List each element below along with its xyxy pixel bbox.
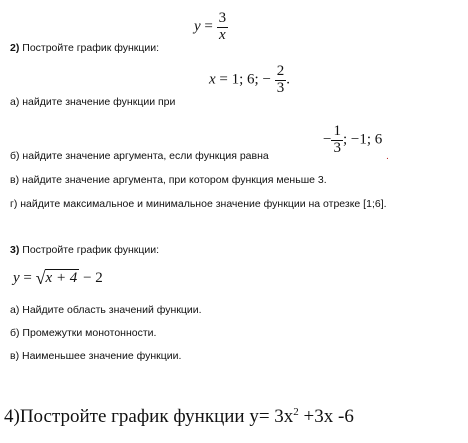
task2-g-label: г) найдите максимальное и минимальное значение функции на отрезке [1;6]. <box>10 198 387 210</box>
task2-b-rest: ; −1; 6 <box>342 131 383 148</box>
task4-exponent: 2 <box>293 406 299 418</box>
task2-a-formula <box>209 64 290 97</box>
task4-line <box>4 406 354 428</box>
task2-formula-eq: = <box>204 18 213 35</box>
task3-formula-rest: − 2 <box>83 269 103 286</box>
task2-a-list: 1; 6; − <box>231 71 271 88</box>
task3-formula-lhs: y <box>13 269 20 286</box>
task2-title <box>10 42 159 54</box>
task3-formula <box>13 268 103 289</box>
task3-number: 3) <box>10 244 20 256</box>
task2-b-dot: . <box>386 150 389 162</box>
task2-a-denominator: 3 <box>276 79 285 96</box>
task2-formula-denominator: x <box>219 26 226 43</box>
task2-b-minus: − <box>323 131 332 148</box>
task2-b-numerator: 1 <box>333 123 341 139</box>
task2-b-formula <box>323 124 382 157</box>
task2-a-fraction <box>275 64 287 97</box>
task3-formula-eq: = <box>23 269 32 286</box>
task2-formula-lhs: y <box>194 18 201 35</box>
task2-a-numerator: 2 <box>276 63 285 79</box>
task2-formula-fraction <box>217 11 229 44</box>
task4-text-before: 4)Постройте график функции y= 3x <box>4 406 294 427</box>
task3-a-label: а) Найдите область значений функции. <box>10 304 202 316</box>
task2-title-text: Постройте график функции: <box>22 42 160 54</box>
task4-text-after: +3x -6 <box>298 406 354 427</box>
task3-sqrt <box>36 268 80 289</box>
task2-b-denominator: 3 <box>333 139 341 156</box>
task2-v-label: в) найдите значение аргумента, при котором функция меньше 3. <box>10 174 327 186</box>
task3-v-label: в) Наименьшее значение функции. <box>10 350 182 362</box>
task3-b-label: б) Промежутки монотонности. <box>10 327 157 339</box>
sqrt-icon: √ <box>35 268 46 288</box>
task3-title <box>10 244 159 256</box>
task3-radicand: x + 4 <box>45 270 78 286</box>
task2-a-end: . <box>286 71 290 88</box>
task2-formula-numerator: 3 <box>218 10 227 26</box>
task3-title-text: Постройте график функции: <box>22 244 160 256</box>
task2-a-label: а) найдите значение функции при <box>10 96 176 108</box>
task2-b-fraction <box>331 124 343 157</box>
task2-a-x: x <box>209 71 216 88</box>
task2-a-eq: = <box>219 71 228 88</box>
task2-b-label: б) найдите значение аргумента, если функция равна <box>10 150 269 162</box>
task2-formula <box>194 11 228 44</box>
task2-number: 2) <box>10 42 20 54</box>
